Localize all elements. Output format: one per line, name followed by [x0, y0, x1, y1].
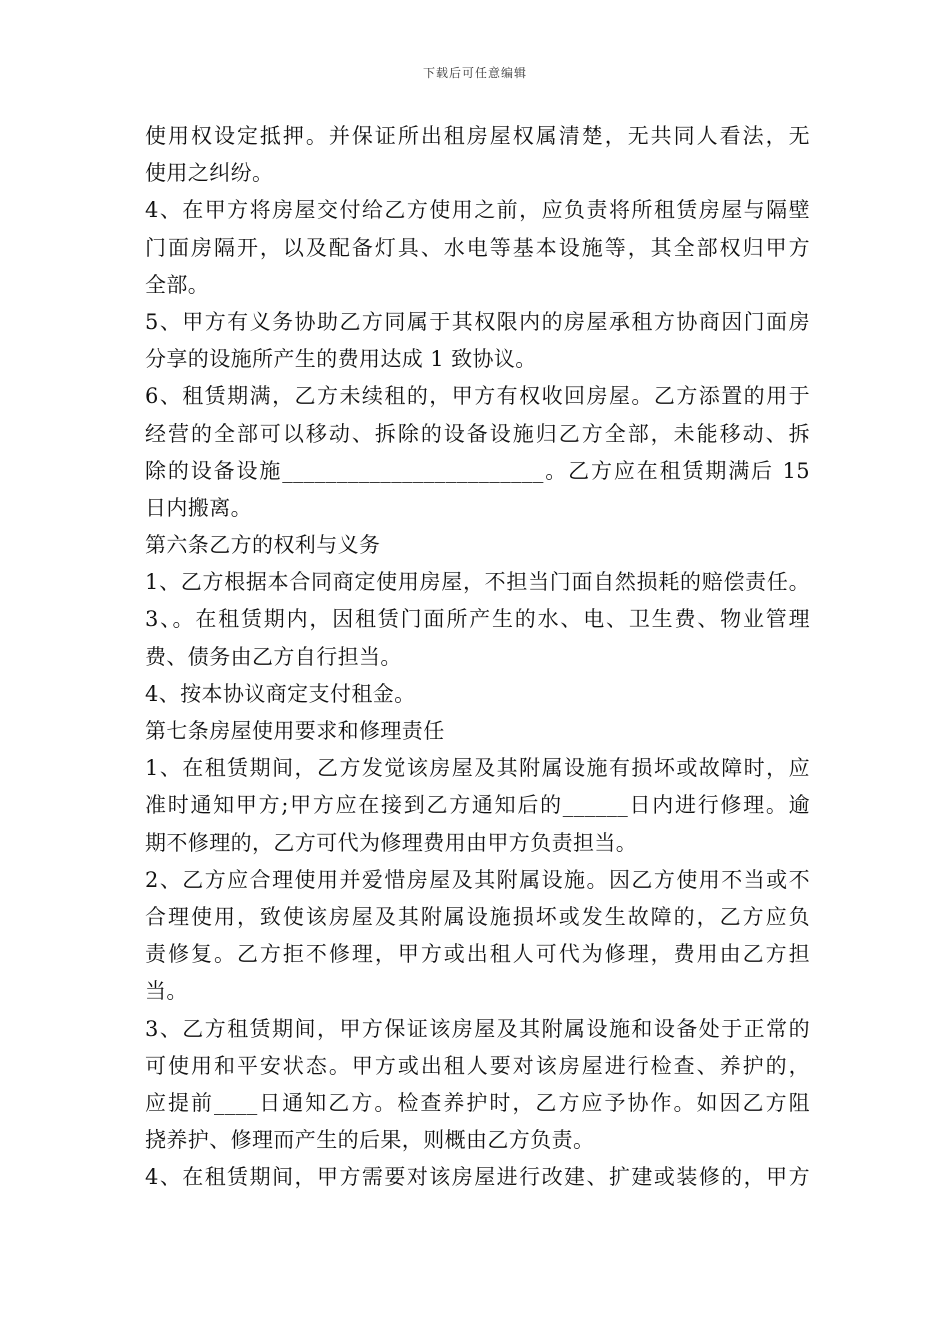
text-line: 应提前____日通知乙方。检查养护时，乙方应予协作。如因乙方阻: [145, 1090, 810, 1115]
document-body: [145, 118, 810, 1196]
text-line: 全部。: [145, 272, 210, 297]
text-line: 准时通知甲方;甲方应在接到乙方通知后的______日内进行修理。逾: [145, 793, 810, 818]
text-line: 使用权设定抵押。并保证所出租房屋权属清楚，无共同人看法，无: [145, 124, 810, 148]
text-line: 2、乙方应合理使用并爱惜房屋及其附属设施。因乙方使用不当或不: [145, 867, 810, 892]
text-line: 使用之纠纷。: [145, 161, 274, 186]
text-line: 3、乙方租赁期间，甲方保证该房屋及其附属设施和设备处于正常的: [145, 1016, 810, 1041]
text-line: 4、在甲方将房屋交付给乙方使用之前，应负责将所租赁房屋与隔壁: [145, 198, 810, 223]
text-line: 责修复。乙方拒不修理，甲方或出租人可代为修理，费用由乙方担: [145, 942, 810, 967]
text-line: 1、乙方根据本合同商定使用房屋，不担当门面自然损耗的赔偿责任。: [145, 570, 810, 595]
text-line: 1、在租赁期间，乙方发觉该房屋及其附属设施有损坏或故障时，应: [145, 756, 810, 781]
text-line: 第六条乙方的权利与义务: [145, 533, 381, 558]
page-header: 下载后可任意编辑: [422, 66, 527, 80]
text-line: 3、。在租赁期内，因租赁门面所产生的水、电、卫生费、物业管理: [145, 607, 810, 632]
text-line: 挠养护、修理而产生的后果，则概由乙方负责。: [145, 1128, 595, 1153]
text-line: 4、按本协议商定支付租金。: [145, 681, 416, 706]
text-line: 经营的全部可以移动、拆除的设备设施归乙方全部，未能移动、拆: [145, 421, 810, 446]
text-line: 期不修理的，乙方可代为修理费用由甲方负责担当。: [145, 830, 638, 855]
text-line: 费、债务由乙方自行担当。: [145, 644, 402, 669]
text-line: 门面房隔开，以及配备灯具、水电等基本设施等，其全部权归甲方: [145, 235, 810, 260]
text-line: 第七条房屋使用要求和修理责任: [145, 719, 445, 743]
text-line: 5、甲方有义务协助乙方同属于其权限内的房屋承租方协商因门面房: [145, 309, 810, 334]
text-line: 合理使用，致使该房屋及其附属设施损坏或发生故障的，乙方应负: [145, 904, 810, 929]
text-line: 6、租赁期满，乙方未续租的，甲方有权收回房屋。乙方添置的用于: [145, 384, 810, 409]
text-line: 除的设备设施________________________。乙方应在租赁期满后 15: [145, 458, 810, 483]
text-line: 可使用和平安状态。甲方或出租人要对该房屋进行检查、养护的，: [145, 1053, 810, 1078]
text-line: 分享的设施所产生的费用达成 1 致协议。: [145, 347, 537, 372]
text-line: 当。: [145, 979, 188, 1004]
text-line: 日内搬离。: [145, 495, 252, 520]
text-line: 4、在租赁期间，甲方需要对该房屋进行改建、扩建或装修的，甲方: [145, 1165, 810, 1190]
